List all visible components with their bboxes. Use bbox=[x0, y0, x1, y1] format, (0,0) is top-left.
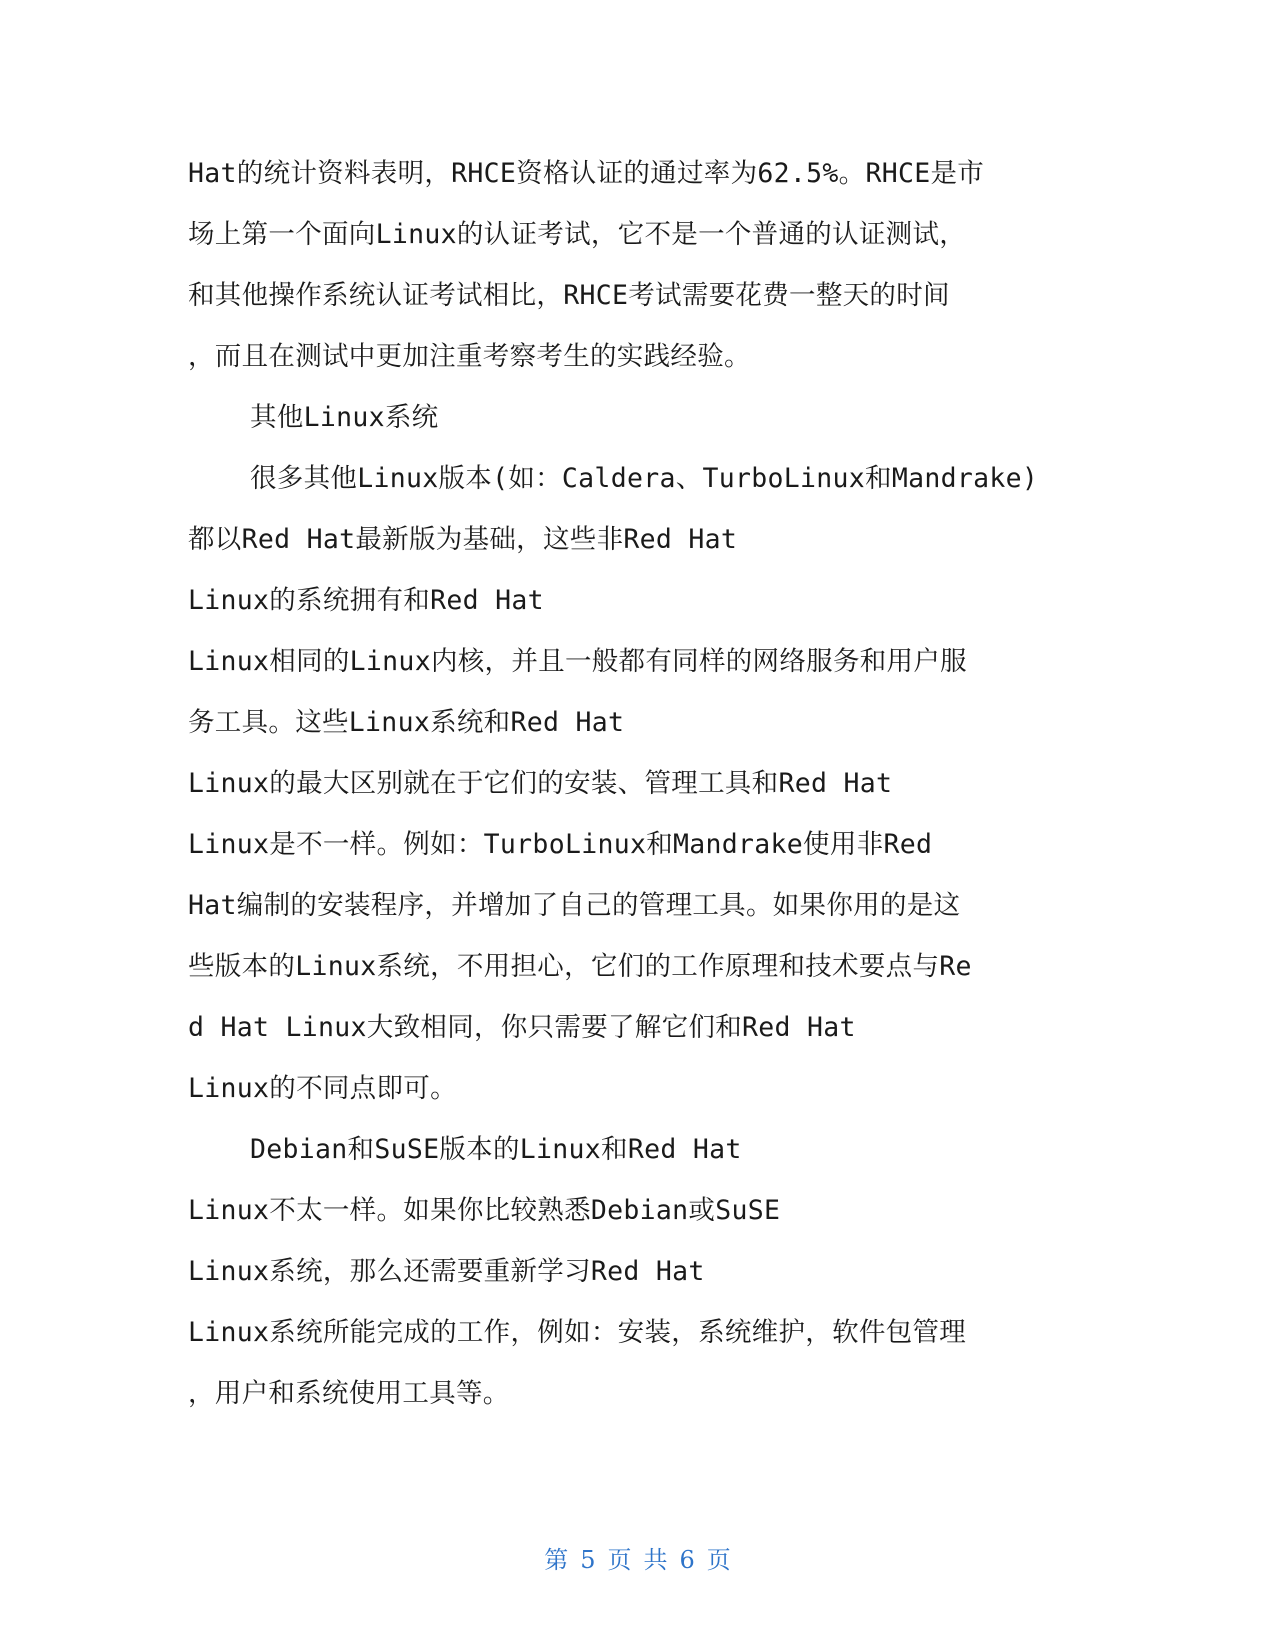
body-text bbox=[188, 143, 1088, 1424]
text-line: Hat的统计资料表明，RHCE资格认证的通过率为62.5%。RHCE是市 bbox=[188, 158, 985, 189]
text-line: d Hat Linux大致相同，你只需要了解它们和Red Hat bbox=[188, 1012, 856, 1043]
text-line: 其他Linux系统 bbox=[250, 402, 439, 433]
text-line: Linux的不同点即可。 bbox=[188, 1073, 457, 1104]
text-line: 很多其他Linux版本(如：Caldera、TurboLinux和Mandrake) bbox=[250, 463, 1039, 494]
text-line: 场上第一个面向Linux的认证考试，它不是一个普通的认证测试， bbox=[188, 219, 967, 250]
text-line: ，而且在测试中更加注重考察考生的实践经验。 bbox=[188, 341, 751, 372]
text-line: Linux是不一样。例如：TurboLinux和Mandrake使用非Red bbox=[188, 829, 933, 860]
text-line: Linux系统所能完成的工作，例如：安装，系统维护，软件包管理 bbox=[188, 1317, 967, 1348]
text-line: Linux的系统拥有和Red Hat bbox=[188, 585, 544, 616]
text-line: Hat编制的安装程序，并增加了自己的管理工具。如果你用的是这 bbox=[188, 890, 961, 921]
footer-total-pages: 6 bbox=[679, 1546, 695, 1574]
footer-prefix: 第 bbox=[544, 1546, 569, 1574]
text-line: Linux系统，那么还需要重新学习Red Hat bbox=[188, 1256, 705, 1287]
text-line: 些版本的Linux系统，不用担心，它们的工作原理和技术要点与Re bbox=[188, 951, 972, 982]
footer-suffix: 页 bbox=[706, 1546, 731, 1574]
text-line: 务工具。这些Linux系统和Red Hat bbox=[188, 707, 625, 738]
text-line: Linux不太一样。如果你比较熟悉Debian或SuSE bbox=[188, 1195, 781, 1226]
text-line: ，用户和系统使用工具等。 bbox=[188, 1378, 510, 1409]
page-footer bbox=[0, 1540, 1275, 1575]
text-line: Linux相同的Linux内核，并且一般都有同样的网络服务和用户服 bbox=[188, 646, 967, 677]
text-line: 和其他操作系统认证考试相比，RHCE考试需要花费一整天的时间 bbox=[188, 280, 950, 311]
text-line: 都以Red Hat最新版为基础，这些非Red Hat bbox=[188, 524, 738, 555]
text-line: Debian和SuSE版本的Linux和Red Hat bbox=[250, 1134, 742, 1165]
text-line: Linux的最大区别就在于它们的安装、管理工具和Red Hat bbox=[188, 768, 893, 799]
footer-page-number: 5 bbox=[580, 1546, 596, 1574]
footer-total-label: 共 bbox=[643, 1546, 668, 1574]
footer-page-label: 页 bbox=[607, 1546, 632, 1574]
